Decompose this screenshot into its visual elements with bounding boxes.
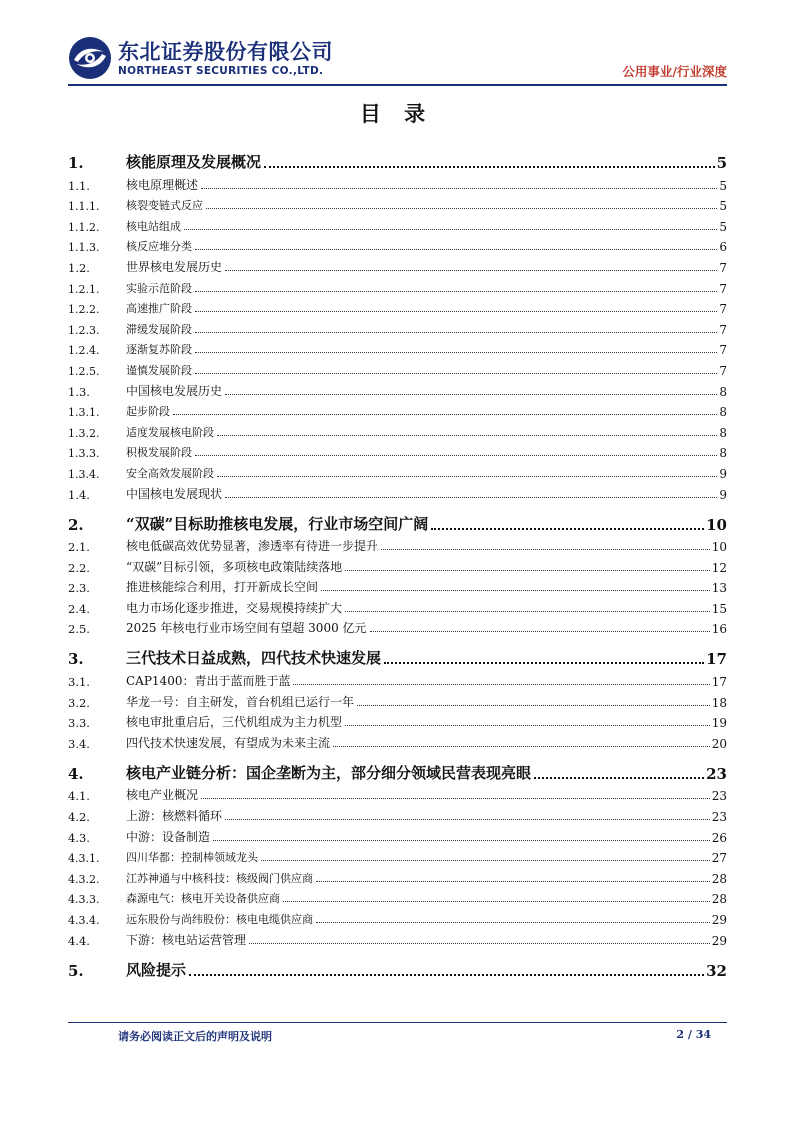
company-logo-icon [68,36,112,80]
toc-leader-dots [206,208,717,209]
toc-entry-number: 1.2.3. [68,323,100,337]
toc-entry-number: 1.1.3. [68,241,100,255]
toc-entry-page: 15 [711,601,727,616]
toc-entry[interactable] [68,845,727,866]
footer-disclaimer: 请务必阅读正文后的声明及说明 [118,1030,272,1043]
toc-leader-dots [264,166,715,168]
toc-leader-dots [333,746,710,747]
toc-entry-page: 7 [719,343,727,358]
toc-entry[interactable] [68,948,727,980]
toc-entry-page: 8 [719,446,727,461]
toc-entry[interactable] [68,357,727,378]
header-divider [68,84,727,86]
toc-entry-page: 7 [719,260,727,275]
toc-entry-number: 1.4. [68,487,90,502]
toc-entry[interactable] [68,502,727,534]
toc-leader-dots [345,611,710,612]
toc-entry-page: 29 [711,913,727,927]
toc-entry[interactable] [68,460,727,481]
toc-leader-dots [201,188,717,189]
toc-entry-title: 世界核电发展历史 [126,259,223,274]
report-type: 公用事业/行业深度 [622,64,727,79]
toc-entry-title: 下游：核电站运营管理 [126,932,247,947]
toc-entry-title: 三代技术日益成熟，四代技术快速发展 [126,649,382,668]
toc-entry[interactable] [68,275,727,296]
toc-entry-page: 28 [711,892,727,907]
toc-entry[interactable] [68,378,727,399]
toc-entry-title: 核电原理概述 [126,177,199,192]
toc-leader-dots [381,549,710,550]
toc-entry[interactable] [68,316,727,337]
toc-entry-title: 中国核电发展历史 [126,383,223,398]
toc-leader-dots [195,291,717,292]
toc-leader-dots [534,777,704,779]
toc-entry-title: 核电审批重启后，三代机组成为主力机型 [126,715,343,730]
toc-entry-number: 2.4. [68,601,90,616]
toc-entry[interactable] [68,710,727,731]
toc-entry-page: 9 [719,487,727,502]
toc-entry[interactable] [68,172,727,193]
toc-entry[interactable] [68,419,727,440]
toc-entry-number: 1.3.2. [68,426,100,440]
toc-leader-dots [195,352,717,353]
toc-leader-dots [321,590,710,591]
toc-entry-page: 10 [711,540,727,555]
toc-entry-title: “双碳”目标助推核电发展，行业市场空间广阔 [126,514,429,533]
table-of-contents [68,140,727,980]
toc-entry[interactable] [68,803,727,824]
toc-entry-page: 32 [706,961,727,980]
toc-entry[interactable] [68,865,727,886]
toc-entry-number: 1.2.1. [68,282,100,296]
toc-entry[interactable] [68,234,727,255]
toc-entry-page: 8 [719,425,727,440]
toc-entry-title: 上游：核燃料循环 [126,809,223,824]
toc-entry-page: 17 [711,675,727,690]
toc-leader-dots [213,840,710,841]
toc-entry-number: 1.3.1. [68,406,100,420]
toc-entry-number: 2.2. [68,560,90,575]
toc-leader-dots [357,705,710,706]
toc-leader-dots [431,528,704,530]
toc-entry-title: 核裂变链式反应 [126,199,203,213]
toc-entry-number: 4.3. [68,830,90,845]
toc-entry[interactable] [68,906,727,927]
toc-entry-number: 4.1. [68,789,90,804]
toc-entry-title: 推进核能综合利用，打开新成长空间 [126,580,319,595]
toc-entry-number: 3. [68,650,84,669]
toc-entry-title: 2025 年核电行业市场空间有望超 3000 亿元 [126,621,367,636]
toc-entry-page: 10 [706,515,727,534]
toc-entry-page: 19 [711,716,727,731]
toc-entry-title: 积极发展阶段 [126,446,192,460]
toc-entry-number: 4.2. [68,810,90,825]
toc-entry-page: 17 [706,650,727,669]
toc-entry-page: 20 [711,736,727,751]
toc-entry-title: 核反应堆分类 [126,240,192,254]
toc-entry-number: 3.2. [68,695,90,710]
company-name-cn: 东北证券股份有限公司 [118,40,333,64]
toc-entry-title: 核电产业链分析：国企垄断为主，部分细分领域民营表现亮眼 [126,763,532,782]
toc-entry-title: 谨慎发展阶段 [126,363,192,377]
toc-entry-number: 1.2.2. [68,303,100,317]
toc-entry-page: 7 [719,363,727,378]
toc-leader-dots [225,819,710,820]
toc-entry-number: 1.1.1. [68,200,100,214]
toc-entry-title: 四代技术快速发展，有望成为未来主流 [126,735,331,750]
toc-entry-page: 9 [719,466,727,481]
toc-entry-number: 3.1. [68,675,90,690]
toc-entry[interactable] [68,399,727,420]
toc-leader-dots [195,332,717,333]
toc-leader-dots [225,497,717,498]
toc-entry[interactable] [68,575,727,596]
toc-entry-page: 8 [719,384,727,399]
toc-entry-number: 2.3. [68,581,90,596]
toc-entry-number: 1.3.3. [68,447,100,461]
toc-entry[interactable] [68,886,727,907]
toc-entry-number: 3.4. [68,736,90,751]
toc-leader-dots [384,662,704,664]
toc-entry-page: 29 [711,933,727,948]
toc-leader-dots [217,476,717,477]
toc-entry[interactable] [68,440,727,461]
toc-entry-title: CAP1400：青出于蓝而胜于蓝 [126,674,291,689]
toc-entry-title: 适度发展核电阶段 [126,425,214,439]
toc-entry-title: 核电站组成 [126,219,181,233]
toc-entry-number: 1.3. [68,384,90,399]
toc-entry-page: 5 [716,154,727,172]
toc-entry-title: 核能原理及发展概况 [126,153,262,171]
toc-entry[interactable] [68,824,727,845]
toc-entry-title: 高速推广阶段 [126,302,192,316]
company-name-en: NORTHEAST SECURITIES CO.,LTD. [118,65,324,77]
toc-entry[interactable] [68,730,727,751]
toc-entry-number: 4.3.4. [68,914,100,927]
toc-entry-page: 23 [706,764,727,783]
toc-entry[interactable] [68,140,727,172]
page-title: 目 录 [359,102,434,126]
toc-entry-number: 1.2. [68,260,90,275]
toc-entry-number: 2.5. [68,622,90,637]
toc-leader-dots [195,311,717,312]
toc-entry-page: 23 [711,789,727,804]
toc-leader-dots [249,943,710,944]
toc-entry-title: 实验示范阶段 [126,281,192,295]
page-header [68,34,727,82]
toc-entry-number: 2. [68,515,84,534]
toc-leader-dots [370,631,710,632]
toc-entry[interactable] [68,751,727,783]
toc-leader-dots [293,684,709,685]
toc-entry-title: 滞缓发展阶段 [126,322,192,336]
toc-entry-title: 江苏神通与中核科技：核级阀门供应商 [126,871,313,885]
toc-entry-number: 2.1. [68,540,90,555]
toc-entry-page: 8 [719,405,727,420]
toc-leader-dots [184,229,717,230]
toc-entry-title: 森源电气：核电开关设备供应商 [126,892,280,906]
toc-leader-dots [195,249,717,250]
toc-entry-number: 4.3.2. [68,872,100,886]
toc-leader-dots [345,725,710,726]
toc-entry-title: 风险提示 [126,960,187,979]
toc-entry-title: 中国核电发展现状 [126,486,223,501]
toc-entry-page: 26 [711,830,727,845]
toc-entry-page: 7 [719,322,727,337]
toc-entry[interactable] [68,668,727,689]
toc-entry-page: 16 [711,622,727,637]
toc-entry-page: 5 [719,178,727,193]
toc-entry-page: 18 [711,695,727,710]
toc-entry[interactable] [68,337,727,358]
toc-entry-number: 1.2.5. [68,364,100,378]
toc-leader-dots [316,881,710,882]
toc-leader-dots [195,455,717,456]
toc-leader-dots [316,922,710,923]
toc-entry-page: 27 [711,851,727,866]
toc-entry-number: 1.1.2. [68,220,100,234]
toc-entry[interactable] [68,783,727,804]
toc-leader-dots [225,394,717,395]
toc-leader-dots [225,270,717,271]
toc-leader-dots [189,974,704,976]
toc-entry-title: 中游：设备制造 [126,829,211,844]
toc-entry[interactable] [68,554,727,575]
toc-entry-page: 5 [719,219,727,234]
toc-entry-number: 1. [68,154,84,172]
toc-entry-title: 四川华都：控制棒领域龙头 [126,851,258,865]
toc-entry-title: 逐渐复苏阶段 [126,343,192,357]
toc-leader-dots [345,570,709,571]
toc-entry-page: 28 [711,871,727,886]
toc-entry-title: 起步阶段 [126,405,170,419]
toc-entry[interactable] [68,927,727,948]
toc-entry-page: 13 [711,581,727,596]
toc-entry[interactable] [68,689,727,710]
toc-entry-number: 4.3.3. [68,893,100,907]
toc-entry-title: 华龙一号：自主研发，首台机组已运行一年 [126,694,355,709]
toc-entry[interactable] [68,616,727,637]
toc-entry[interactable] [68,254,727,275]
toc-entry-number: 4.4. [68,933,90,948]
toc-entry[interactable] [68,213,727,234]
toc-entry-title: “双碳”目标引领，多项核电政策陆续落地 [126,559,343,574]
toc-entry[interactable] [68,481,727,502]
toc-entry-page: 23 [711,810,727,825]
toc-entry-page: 5 [719,199,727,214]
footer-divider [68,1022,727,1023]
toc-entry[interactable] [68,636,727,668]
toc-entry-title: 核电产业概况 [126,788,199,803]
toc-entry-title: 远东股份与尚纬股份：核电电缆供应商 [126,913,313,926]
toc-entry-number: 1.3.4. [68,467,100,481]
toc-leader-dots [261,860,710,861]
toc-entry-number: 3.3. [68,716,90,731]
toc-entry-number: 5. [68,961,84,980]
toc-entry-title: 电力市场化逐步推进，交易规模持续扩大 [126,600,343,615]
toc-entry-title: 核电低碳高效优势显著，渗透率有待进一步提升 [126,539,379,554]
toc-leader-dots [195,373,717,374]
toc-entry-page: 7 [719,302,727,317]
toc-entry[interactable] [68,296,727,317]
toc-leader-dots [283,901,710,902]
toc-entry-number: 4.3.1. [68,852,100,866]
toc-entry-number: 4. [68,764,84,783]
toc-leader-dots [217,435,717,436]
toc-entry-title: 安全高效发展阶段 [126,466,214,480]
toc-entry-page: 12 [711,560,727,575]
toc-entry-page: 7 [719,281,727,296]
toc-entry[interactable] [68,534,727,555]
toc-leader-dots [173,414,717,415]
toc-entry[interactable] [68,595,727,616]
page-indicator: 2 / 34 [676,1028,711,1041]
toc-entry-number: 1.2.4. [68,344,100,358]
toc-entry[interactable] [68,193,727,214]
toc-entry-page: 6 [719,240,727,255]
toc-entry-number: 1.1. [68,178,90,193]
toc-leader-dots [201,798,710,799]
